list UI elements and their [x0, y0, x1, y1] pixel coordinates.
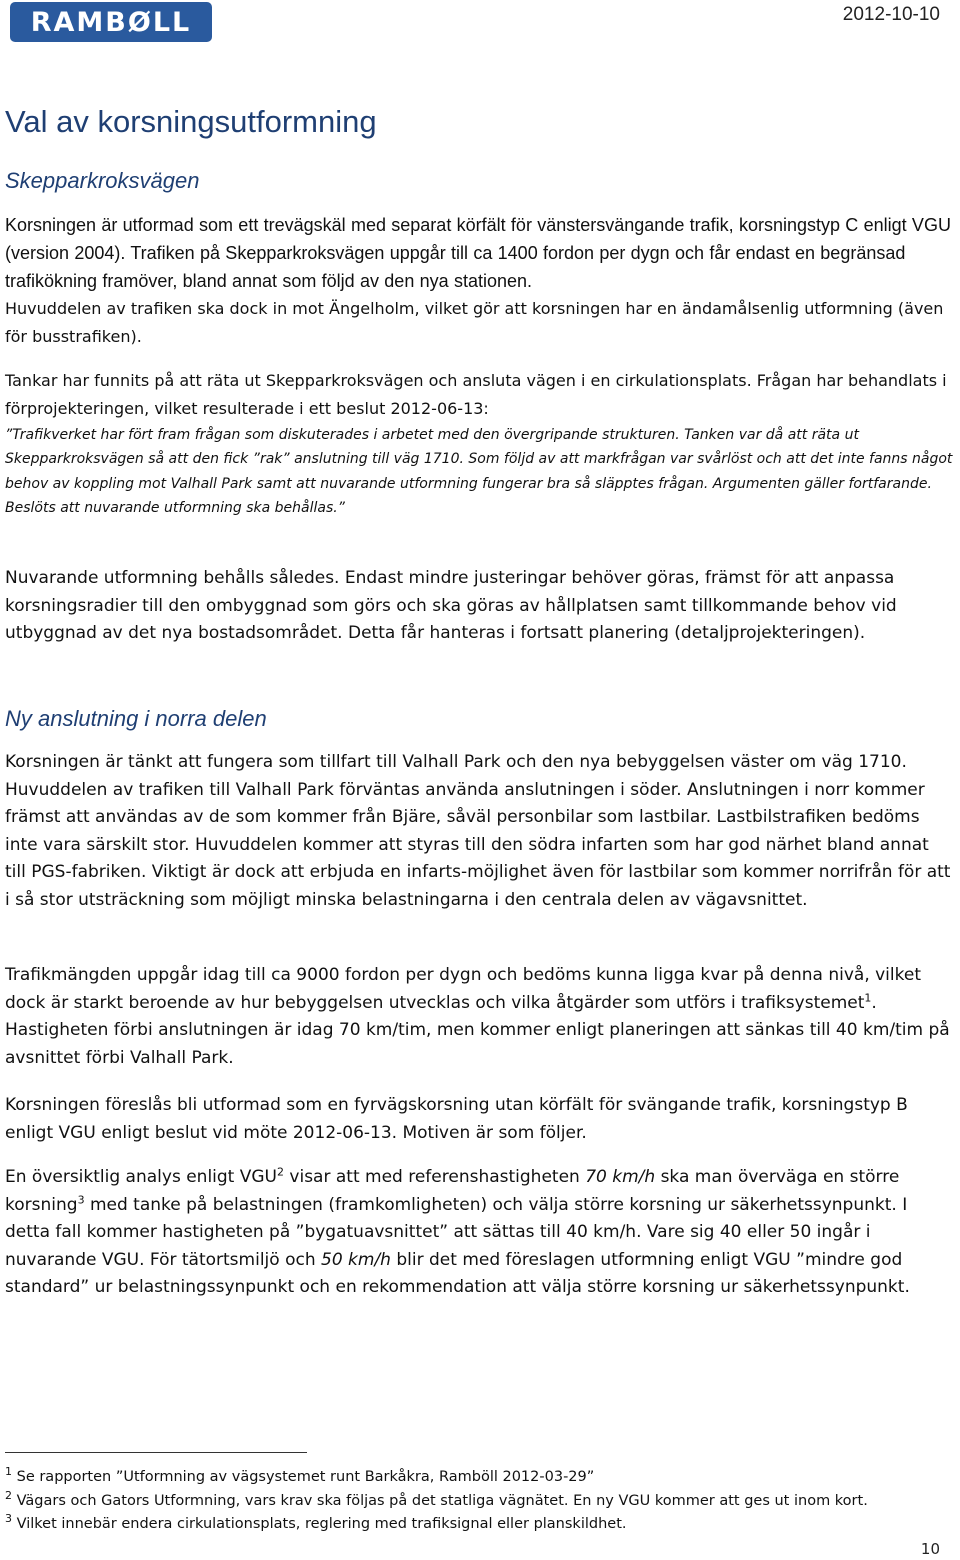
ramboll-logo [10, 2, 212, 42]
paragraph: Nuvarande utformning behålls således. Endast mindre justeringar behöver göras, främst för att anpassa korsningsradier till den ombyggnad som görs och ska göras av hållplatsen samt tillkommande behov vid utbyggnad av det nya bostadsområdet. Detta får hanteras i fortsatt planering (detaljprojekteringen). [5, 568, 897, 643]
paragraph-text: visar att med referenshastigheten [284, 1167, 586, 1187]
page-header [0, 0, 960, 44]
paragraph: Huvuddelen av trafiken ska dock in mot Ängelholm, vilket gör att korsningen har en ändamålsenlig utformning (även för busstrafiken). [5, 299, 944, 346]
footnote-text: Vilket innebär endera cirkulationsplats, reglering med trafiksignal eller planskildhet. [12, 1516, 627, 1532]
footnote-1 [5, 1466, 960, 1490]
paragraph-text: En översiktlig analys enligt VGU [5, 1167, 277, 1187]
paragraph-text: . Hastigheten förbi anslutningen är idag 70 km/tim, men kommer enligt planeringen att sänkas till 40 km/tim på avsnittet förbi Valhall Park. [5, 992, 950, 1068]
page-title: Val av korsningsutformning [5, 104, 377, 139]
paragraph-text: med tanke på belastningen (framkomligheten) och välja större korsning ur säkerhetssynpunkt. I detta fall kommer hastigheten på ”bygatuavsnittet” att sättas till 40 km/h. Vare sig 40 eller 50 ingår i nuvarande VGU. För tätortsmiljö och [5, 1194, 908, 1270]
footnote-ref: 3 [77, 1192, 85, 1206]
footnote-text: Vägars och Gators Utformning, vars krav ska följas på det statliga vägnätet. En ny VGU kommer att ges ut inom kort. [12, 1492, 868, 1509]
section-heading-skepparkroksvagen: Skepparkroksvägen [5, 168, 200, 193]
paragraph: Korsningen är tänkt att fungera som tillfart till Valhall Park och den nya bebyggelsen väster om väg 1710. Huvuddelen av trafiken till Valhall Park förväntas använda anslutningen i söder. Anslutningen i norr kommer främst att användas av de som kommer från Bjäre, såväl personbilar som lastbilar. Lastbilstrafiken bedöms inte vara särskilt stor. Huvuddelen kommer att styras till den södra infarten som har god närhet bland annat till PGS-fabriken. Viktigt är dock att erbjuda en infarts-möjlighet även för lastbilar som kommer norrifrån för att i så stor utsträckning som möjligt minska belastningarna i den centrala delen av vägavsnittet. [5, 752, 951, 910]
italic-speed: 70 km/h [585, 1167, 656, 1187]
footnote-ref: 1 [864, 990, 872, 1004]
paragraph [5, 1164, 955, 1302]
footnote-divider [5, 1452, 307, 1453]
paragraph-text: Trafikmängden uppgår idag till ca 9000 fordon per dygn och bedöms kunna ligga kvar på denna nivå, vilket dock är starkt beroende av hur bebyggelsen utvecklas och vilka åtgärder som utförs i trafiksystemet [5, 965, 921, 1013]
paragraph: Tankar har funnits på att räta ut Skepparkroksvägen och ansluta vägen i en cirkulationsplats. Frågan har behandlats i förprojekteringen, vilket resulterade i ett beslut 2012-06-13: [5, 371, 947, 418]
paragraph-text: blir det med föreslagen utformning enligt VGU ”mindre god standard” ur belastningssynpunkt och en rekommendation att välja större korsning ur säkerhetssynpunkt. [5, 1249, 910, 1297]
page-number: 10 [920, 1540, 940, 1558]
paragraph [5, 962, 955, 1072]
paragraph: Korsningen är utformad som ett trevägskäl med separat körfält för vänstersvängande trafik, korsningstyp C enligt VGU (version 2004). Trafiken på Skepparkroksvägen uppgår till ca 1400 fordon per dygn och får endast en begränsad trafikökning framöver, bland annat som följd av den nya stationen. [5, 215, 951, 291]
section-heading-ny-anslutning: Ny anslutning i norra delen [5, 706, 267, 731]
italic-speed: 50 km/h [321, 1249, 391, 1270]
footnotes [5, 1466, 960, 1537]
header-date: 2012-10-10 [842, 4, 940, 25]
footnote-2 [5, 1490, 960, 1514]
footnote-3 [5, 1513, 960, 1537]
footnote-number: 2 [5, 1488, 12, 1502]
footnote-number: 3 [5, 1512, 12, 1526]
footnote-text: Se rapporten ”Utformning av vägsystemet runt Barkåkra, Ramböll 2012-03-29” [12, 1469, 595, 1485]
footnote-number: 1 [5, 1465, 12, 1479]
logo-text: RAMBØLL [30, 6, 192, 38]
quote-paragraph: ”Trafikverket har fört fram frågan som diskuterades i arbetet med den övergripande strukturen. Tanken var då att räta ut Skepparkroksvägen så att den fick ”rak” anslutning till väg 1710. Som följd av att markfrågan var svårlöst och att det inte fanns något behov av koppling mot Valhall Park samt att nuvarande utformning fungerar bra så släpptes frågan. Argumenten gäller fortfarande. Beslöts att nuvarande utformning ska behållas.” [5, 427, 953, 516]
paragraph-text: ska man överväga en större korsning [5, 1167, 900, 1215]
paragraph: Korsningen föreslås bli utformad som en fyrvägskorsning utan körfält för svängande trafik, korsningstyp B enligt VGU enligt beslut vid möte 2012-06-13. Motiven är som följer. [5, 1095, 908, 1143]
footnote-ref: 2 [277, 1165, 284, 1179]
